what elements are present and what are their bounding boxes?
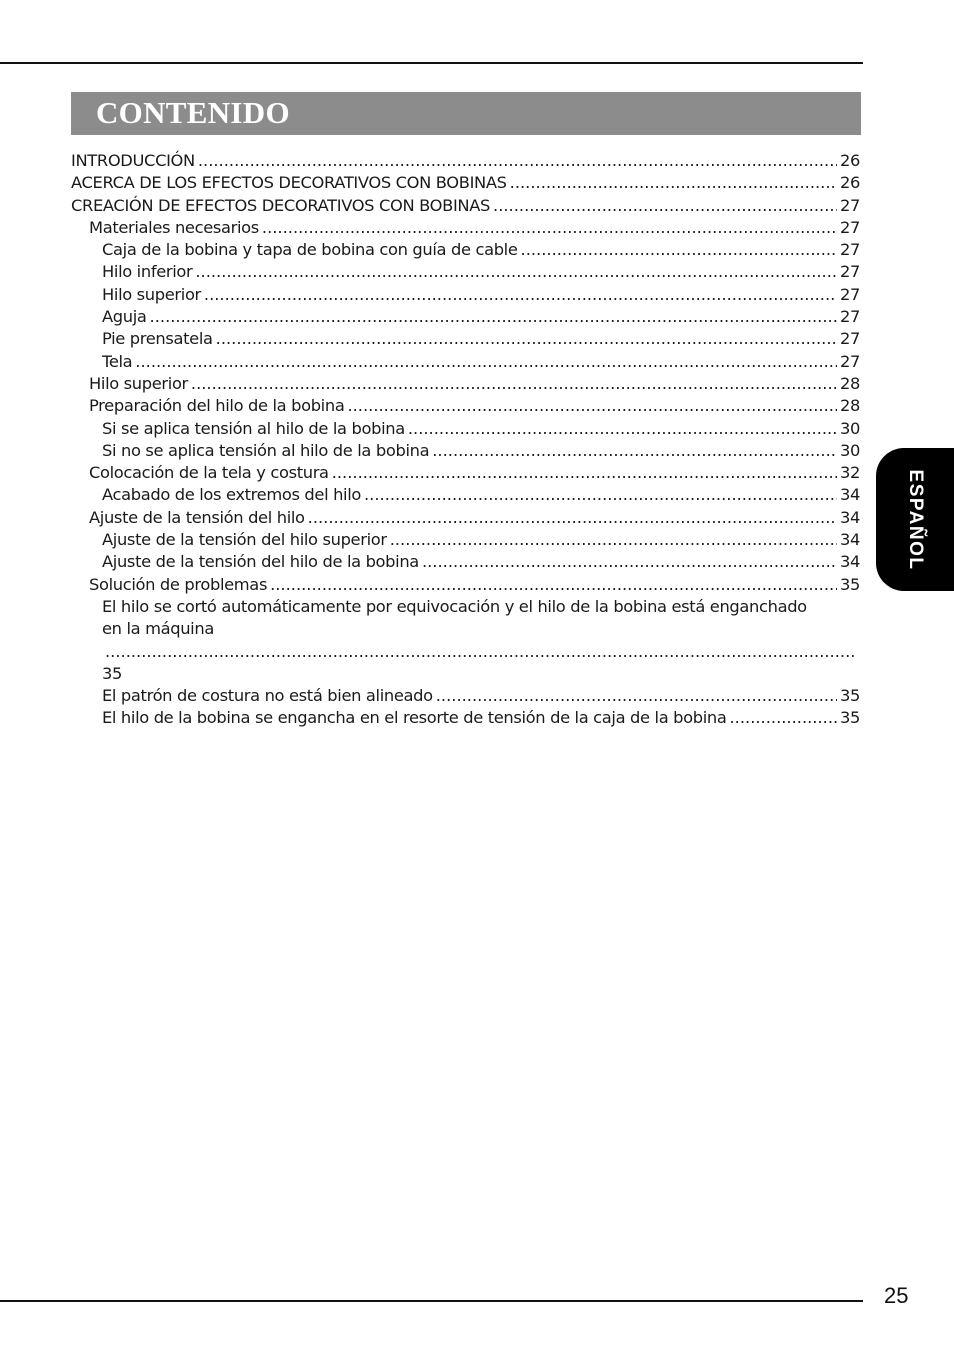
toc-entry-label: El hilo de la bobina se engancha en el resorte de tensión de la caja de la bobina	[102, 708, 727, 728]
toc-dot-leader	[422, 551, 837, 573]
toc-dot-leader	[347, 395, 837, 417]
toc-entry-label: Si se aplica tensión al hilo de la bobina	[102, 418, 405, 438]
toc-entry-page: 35	[839, 708, 860, 728]
toc-dot-leader	[493, 195, 837, 217]
toc-entry[interactable]	[71, 239, 860, 261]
toc-entry-label: Hilo superior	[89, 373, 188, 393]
toc-entry-label: Colocación de la tela y costura	[89, 463, 329, 483]
toc-entry-label: El hilo se cortó automáticamente por equivocación y el hilo de la bobina está enganchado	[102, 596, 807, 616]
toc-entry[interactable]	[71, 507, 860, 529]
language-tab-label: ESPAÑOL	[905, 469, 926, 570]
toc-entry-label: Hilo superior	[102, 284, 201, 304]
toc-entry-page: 26	[839, 151, 860, 170]
toc-dot-leader	[308, 507, 837, 529]
toc-entry-label: Aguja	[102, 307, 147, 327]
language-tab	[876, 448, 954, 591]
toc-entry-label: Tela	[102, 351, 133, 371]
toc-dot-leader	[436, 685, 837, 707]
table-of-contents	[71, 150, 860, 730]
toc-entry[interactable]	[71, 261, 860, 283]
title-bar	[71, 92, 861, 135]
toc-entry[interactable]	[71, 351, 860, 373]
toc-entry-page: 34	[839, 507, 860, 527]
toc-entry-page: 30	[839, 440, 860, 460]
toc-entry-page: 32	[839, 463, 860, 483]
toc-dot-leader	[521, 239, 837, 261]
toc-dot-leader	[262, 217, 837, 239]
toc-entry-page: 34	[839, 530, 860, 550]
toc-entry-label: Materiales necesarios	[89, 217, 259, 237]
toc-entry[interactable]	[71, 195, 860, 217]
toc-entry[interactable]	[71, 440, 860, 462]
toc-entry[interactable]	[71, 395, 860, 417]
toc-dot-leader	[198, 150, 837, 172]
toc-entry[interactable]	[71, 596, 860, 685]
toc-entry-label: Ajuste de la tensión del hilo	[89, 507, 305, 527]
toc-dot-leader	[135, 351, 837, 373]
toc-entry-page: 35	[839, 574, 860, 594]
page-title: CONTENIDO	[96, 95, 290, 130]
toc-entry[interactable]	[71, 551, 860, 573]
toc-dot-leader	[432, 440, 837, 462]
toc-entry-label: INTRODUCCIÓN	[71, 151, 195, 170]
toc-entry[interactable]	[71, 172, 860, 194]
toc-entry-page: 27	[839, 262, 860, 282]
toc-entry-label: El patrón de costura no está bien alineado	[102, 686, 433, 706]
toc-entry[interactable]	[71, 574, 860, 596]
toc-entry-page: 35	[102, 663, 123, 683]
toc-entry-label: Pie prensatela	[102, 329, 213, 349]
toc-entry-label: ACERCA DE LOS EFECTOS DECORATIVOS CON BOBINAS	[71, 173, 507, 193]
toc-entry[interactable]	[71, 328, 860, 350]
toc-entry-page: 28	[839, 373, 860, 393]
toc-dot-leader	[390, 529, 837, 551]
toc-entry[interactable]	[71, 373, 860, 395]
toc-dot-leader	[216, 328, 837, 350]
toc-entry-label: Si no se aplica tensión al hilo de la bobina	[102, 440, 430, 460]
toc-entry-label: Ajuste de la tensión del hilo superior	[102, 530, 387, 550]
toc-entry[interactable]	[71, 707, 860, 729]
toc-entry[interactable]	[71, 484, 860, 506]
toc-dot-leader	[105, 641, 857, 663]
toc-entry-page: 26	[839, 173, 860, 193]
toc-entry-page: 27	[839, 329, 860, 349]
page-number: 25	[884, 1283, 909, 1308]
toc-entry-label: Ajuste de la tensión del hilo de la bobina	[102, 552, 419, 572]
toc-entry-label: Caja de la bobina y tapa de bobina con guía de cable	[102, 240, 518, 260]
toc-dot-leader	[730, 707, 837, 729]
toc-entry-page: 27	[839, 217, 860, 237]
toc-entry-page: 27	[839, 240, 860, 260]
toc-entry-page: 34	[839, 485, 860, 505]
toc-entry-page: 27	[839, 351, 860, 371]
toc-entry[interactable]	[71, 462, 860, 484]
toc-entry[interactable]	[71, 284, 860, 306]
top-rule	[0, 62, 863, 64]
toc-dot-leader	[191, 373, 837, 395]
toc-dot-leader	[150, 306, 837, 328]
toc-entry-label: CREACIÓN DE EFECTOS DECORATIVOS CON BOBINAS	[71, 195, 491, 215]
bottom-rule	[0, 1300, 863, 1302]
toc-entry[interactable]	[71, 418, 860, 440]
toc-dot-leader	[510, 172, 837, 194]
toc-dot-leader	[364, 484, 837, 506]
toc-entry-page: 27	[839, 284, 860, 304]
toc-entry-page: 28	[839, 396, 860, 416]
toc-entry[interactable]	[71, 150, 860, 172]
toc-dot-leader	[408, 418, 837, 440]
toc-dot-leader	[195, 261, 837, 283]
toc-entry[interactable]	[71, 306, 860, 328]
toc-entry-page: 34	[839, 552, 860, 572]
toc-dot-leader	[270, 574, 837, 596]
toc-entry-page: 27	[839, 307, 860, 327]
toc-entry-label: Acabado de los extremos del hilo	[102, 485, 361, 505]
toc-entry[interactable]	[71, 217, 860, 239]
toc-entry[interactable]	[71, 529, 860, 551]
toc-entry-page: 27	[839, 195, 860, 215]
toc-entry-page: 30	[839, 418, 860, 438]
toc-dot-leader	[204, 284, 837, 306]
toc-entry-label: Solución de problemas	[89, 574, 268, 594]
toc-entry-label: Preparación del hilo de la bobina	[89, 396, 345, 416]
toc-entry-label: Hilo inferior	[102, 262, 193, 282]
toc-dot-leader	[332, 462, 837, 484]
toc-entry-page: 35	[839, 686, 860, 706]
toc-entry[interactable]	[71, 685, 860, 707]
toc-entry-label-continued: en la máquina	[102, 619, 214, 639]
